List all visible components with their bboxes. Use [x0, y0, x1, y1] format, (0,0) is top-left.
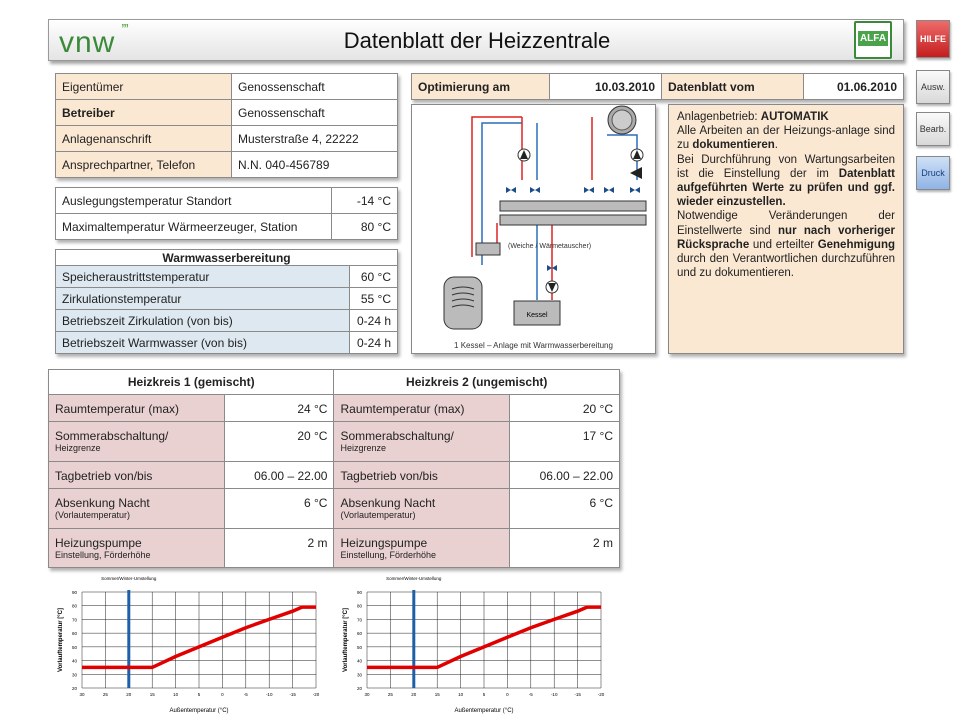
alfa-badge-text: ALFA [859, 33, 887, 44]
optimization-date: 10.03.2010 [550, 74, 662, 100]
ww-label: Betriebszeit Zirkulation (von bis) [56, 310, 350, 332]
notes-text: durch den Verantwortlichen durchzuführen und zu dokumentieren. [677, 253, 895, 280]
x-tick-label: 30 [364, 692, 370, 697]
notes-line-maintenance [677, 153, 895, 210]
dates-table [411, 73, 904, 100]
schematic-drawing [412, 105, 655, 353]
operator-label: Betreiber [56, 100, 232, 126]
x-tick-label: 25 [102, 692, 108, 697]
hk-label-text: Sommerabschaltung/ [55, 429, 169, 443]
y-tick-label: 40 [356, 658, 362, 664]
hk1-value: 6 °C [224, 489, 334, 529]
y-axis-label: Vorlauftemperatur [°C] [343, 608, 349, 672]
table-row [56, 126, 398, 152]
ww-value: 60 °C [350, 266, 398, 288]
x-tick-label: -15 [574, 692, 581, 697]
notes-text: und erteilter [749, 238, 818, 251]
boiler-label: Kessel [526, 312, 548, 319]
chart-annotation: Sommer/Winter-Umstellung [386, 576, 442, 581]
x-tick-label: -5 [528, 692, 533, 697]
table-row [49, 395, 620, 422]
max-temp-value: 80 °C [332, 214, 398, 240]
address-value: Musterstraße 4, 22222 [232, 126, 398, 152]
warmwater-table [55, 249, 398, 354]
hk1-label [49, 529, 225, 568]
contact-label: Ansprechpartner, Telefon [56, 152, 232, 178]
hk2-value: 20 °C [510, 395, 620, 422]
hk1-title: Heizkreis 1 (gemischt) [49, 370, 334, 395]
heating-curve-chart-2 [325, 572, 615, 718]
y-tick-label: 50 [356, 644, 362, 650]
x-tick-label: 15 [434, 692, 440, 697]
x-axis-label: Außentemperatur (°C) [169, 708, 229, 714]
operation-notes [668, 104, 904, 354]
chart-annotation: Sommer/Winter-Umstellung [101, 576, 157, 581]
y-tick-label: 30 [356, 672, 362, 678]
table-row [56, 100, 398, 126]
hk1-label [49, 462, 225, 489]
hk1-label [49, 422, 225, 462]
ww-value: 55 °C [350, 288, 398, 310]
ww-label: Betriebszeit Warmwasser (von bis) [56, 332, 350, 354]
owner-table [55, 73, 398, 178]
ww-label: Zirkulationstemperatur [56, 288, 350, 310]
hk-label-text: Raumtemperatur (max) [55, 402, 180, 416]
y-tick-label: 60 [356, 631, 362, 637]
x-tick-label: -10 [265, 692, 273, 697]
hk-label-text: Sommerabschaltung/ [340, 429, 454, 443]
distributor-bar [500, 201, 646, 211]
schematic-caption: 1 Kessel – Anlage mit Warmwasserbereitung [454, 341, 613, 350]
y-tick-label: 90 [356, 590, 362, 595]
radiator-inner [612, 110, 632, 130]
heating-curve-chart-1 [40, 572, 330, 718]
bearb-button[interactable]: Bearb. [916, 112, 950, 146]
y-tick-label: 80 [356, 603, 362, 609]
hk-label-sub: (Vorlautemperatur) [340, 510, 416, 520]
table-row [56, 74, 398, 100]
table-row [56, 214, 398, 240]
hk-label-text: Absenkung Nacht [340, 496, 436, 510]
x-tick-label: 15 [149, 692, 155, 697]
warmwater-title: Warmwasserbereitung [56, 250, 398, 266]
y-tick-label: 70 [71, 617, 77, 623]
heating-circuits-table [48, 369, 620, 568]
help-button[interactable]: HILFE [916, 20, 950, 58]
optimization-label: Optimierung am [412, 74, 550, 100]
x-tick-label: 0 [506, 692, 509, 697]
weiche-label: (Weiche / Wärmetauscher) [508, 243, 592, 250]
y-tick-label: 70 [356, 617, 362, 623]
hk-label-sub: Heizgrenze [55, 443, 101, 453]
max-temp-label: Maximaltemperatur Wärmeerzeuger, Station [56, 214, 332, 240]
x-axis-label: Außentemperatur (°C) [454, 708, 514, 714]
hk-label-text: Heizungspumpe [340, 536, 428, 550]
table-row [56, 250, 398, 266]
hk2-label [334, 395, 510, 422]
temperature-table [55, 187, 398, 240]
table-row [412, 74, 904, 100]
table-row [49, 529, 620, 568]
contact-value: N.N. 040-456789 [232, 152, 398, 178]
hk-label-text: Tagbetrieb von/bis [55, 469, 153, 483]
notes-line-document [677, 124, 895, 152]
table-row [49, 370, 620, 395]
hk2-value: 2 m [510, 529, 620, 568]
design-temp-label: Auslegungstemperatur Standort [56, 188, 332, 214]
ww-value: 0-24 h [350, 310, 398, 332]
hk2-label [334, 489, 510, 529]
hk-label-sub: Heizgrenze [340, 443, 387, 453]
y-tick-label: 50 [71, 644, 77, 650]
notes-bold: dokumentieren [692, 139, 775, 152]
y-tick-label: 30 [71, 672, 77, 678]
ausw-button[interactable]: Ausw. [916, 70, 950, 104]
hk-label-sub: Einstellung, Förderhöhe [340, 550, 437, 560]
hk1-label [49, 395, 225, 422]
weiche-box [476, 243, 500, 255]
hk2-value: 6 °C [510, 489, 620, 529]
hk1-value: 24 °C [224, 395, 334, 422]
table-row [56, 310, 398, 332]
table-row [56, 266, 398, 288]
hk2-label [334, 529, 510, 568]
hk1-value: 2 m [224, 529, 334, 568]
notes-text: Notwendige Veränderungen der Einstellwerte sind [677, 210, 895, 237]
x-tick-label: -10 [550, 692, 558, 697]
hk2-value: 06.00 – 22.00 [510, 462, 620, 489]
table-row [49, 422, 620, 462]
hk-label-text: Heizungspumpe [55, 536, 142, 550]
table-row [56, 288, 398, 310]
operator-value: Genossenschaft [232, 100, 398, 126]
logo-ticks: ’’’ [121, 22, 129, 39]
y-tick-label: 20 [71, 686, 77, 691]
hk-label-text: Absenkung Nacht [55, 496, 150, 510]
x-tick-label: -20 [597, 692, 605, 697]
hk2-label [334, 462, 510, 489]
hk1-label [49, 489, 225, 529]
alfa-badge [854, 21, 892, 59]
design-temp-value: -14 °C [332, 188, 398, 214]
sheet-date: 01.06.2010 [804, 74, 904, 100]
valve-icons [506, 187, 640, 271]
y-tick-label: 60 [71, 631, 77, 637]
x-tick-label: 5 [482, 692, 486, 697]
x-tick-label: 10 [173, 692, 179, 697]
table-row [56, 188, 398, 214]
sheet-date-label: Datenblatt vom [662, 74, 804, 100]
hk2-title: Heizkreis 2 (ungemischt) [334, 370, 620, 395]
hk2-label [334, 422, 510, 462]
ww-value: 0-24 h [350, 332, 398, 354]
hk-label-sub: (Vorlautemperatur) [55, 510, 131, 520]
x-tick-label: 25 [387, 692, 393, 697]
x-tick-label: -5 [243, 692, 248, 697]
hk1-value: 20 °C [224, 422, 334, 462]
x-tick-label: -20 [312, 692, 320, 697]
y-tick-label: 80 [71, 603, 77, 609]
notes-bold: AUTOMATIK [760, 111, 829, 123]
x-tick-label: 20 [126, 692, 132, 697]
notes-text: Anlagenbetrieb: [677, 111, 761, 123]
collector-bar [500, 215, 646, 225]
page-title: Datenblatt der Heizzentrale [343, 28, 611, 53]
x-tick-label: 10 [458, 692, 464, 697]
hk-label-text: Tagbetrieb von/bis [340, 469, 438, 483]
x-tick-label: -15 [289, 692, 296, 697]
y-tick-label: 40 [71, 658, 77, 664]
owner-label: Eigentümer [56, 74, 232, 100]
ww-label: Speicheraustrittstemperatur [56, 266, 350, 288]
y-tick-label: 20 [356, 686, 362, 691]
table-row [56, 152, 398, 178]
header-bar [48, 19, 904, 61]
y-tick-label: 90 [71, 590, 77, 595]
x-tick-label: 5 [197, 692, 201, 697]
storage-tank-icon [444, 277, 482, 329]
notes-line-changes [677, 209, 895, 280]
notes-text: Bei Durchführung von Wartungsarbeiten ist die Einstellung der im [677, 153, 895, 180]
table-row [49, 462, 620, 489]
x-tick-label: 30 [79, 692, 85, 697]
table-row [56, 332, 398, 354]
hk2-value: 17 °C [510, 422, 620, 462]
x-tick-label: 20 [411, 692, 417, 697]
y-axis-label: Vorlauftemperatur [°C] [58, 608, 64, 672]
notes-bold: Genehmigung [817, 238, 895, 251]
logo-text: vnw [59, 26, 116, 59]
mixer-valve-icon [630, 167, 642, 179]
hk-label-sub: Einstellung, Förderhöhe [55, 550, 151, 560]
print-button[interactable]: Druck [916, 156, 950, 190]
owner-value: Genossenschaft [232, 74, 398, 100]
notes-text: Alle Arbeiten an der Heizungs-anlage sind zu [677, 125, 895, 152]
hk-label-text: Raumtemperatur (max) [340, 402, 465, 416]
notes-bold: nur nach vorheriger Rücksprache [677, 224, 895, 251]
notes-line-mode [677, 110, 895, 124]
x-tick-label: 0 [221, 692, 224, 697]
system-schematic [411, 104, 656, 354]
address-label: Anlagenanschrift [56, 126, 232, 152]
table-row [49, 489, 620, 529]
notes-bold: Datenblatt aufgeführten Werte zu prüfen und ggf. wieder einzustellen. [677, 167, 895, 209]
hk1-value: 06.00 – 22.00 [224, 462, 334, 489]
notes-text: . [774, 139, 778, 152]
